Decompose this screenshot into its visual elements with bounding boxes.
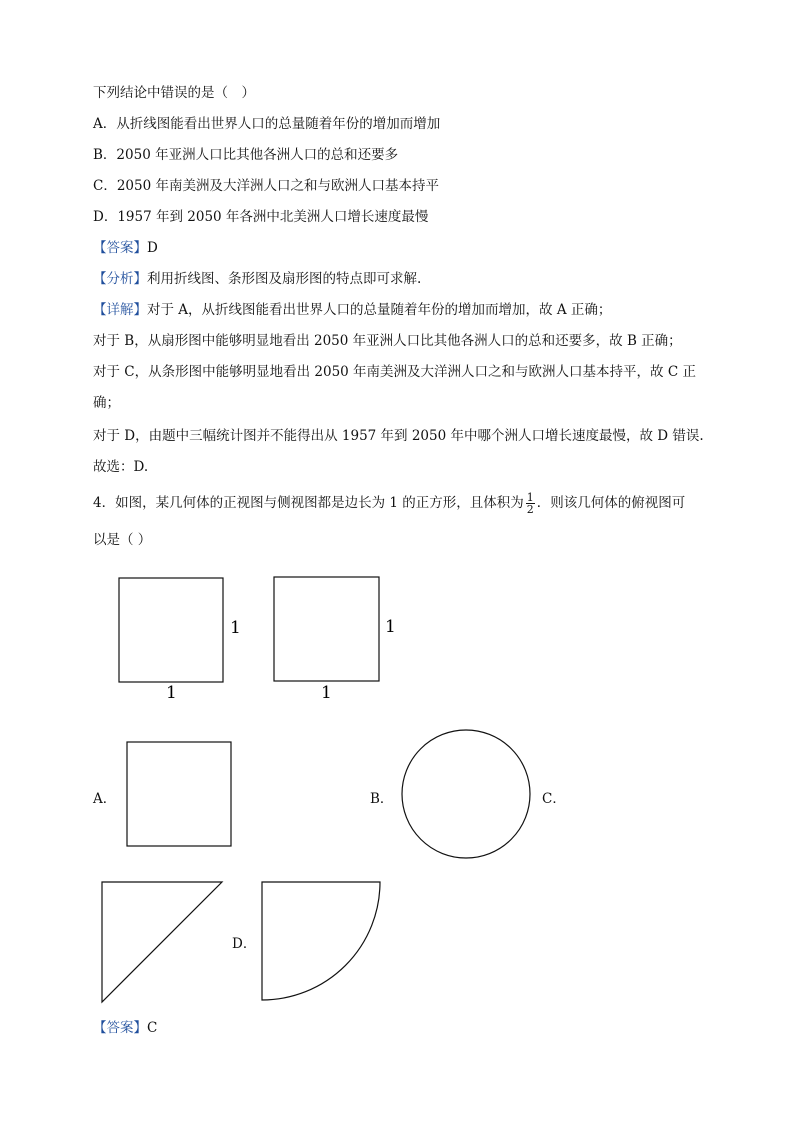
option-c-label: C． (542, 791, 566, 807)
detail-line-5: 对于 D，由题中三幅统计图并不能得出从 1957 年到 2050 年中哪个洲人口增长速度最慢，故 D 错误. (93, 428, 704, 444)
option-d: D．1957 年到 2050 年各洲中北美洲人口增长速度最慢 (93, 209, 429, 225)
option-b: B．2050 年亚洲人口比其他各洲人口的总和还要多 (93, 147, 399, 163)
option-a-square (127, 742, 231, 846)
option-c-figure (95, 875, 230, 1010)
detail-tag: 【详解】 (93, 302, 147, 318)
side-side-label: 1 (385, 617, 396, 637)
option-b-figure (395, 725, 537, 865)
question-stem: 下列结论中错误的是（ ） (93, 85, 255, 101)
q4-answer-tag: 【答案】 (93, 1020, 147, 1036)
option-b-circle (402, 730, 530, 858)
option-a-label: A． (93, 791, 117, 807)
option-d-label: D． (232, 936, 257, 952)
option-d-figure (255, 875, 390, 1010)
stem-part-1: 4．如图，某几何体的正视图与侧视图都是边长为 1 的正方形，且体积为 (93, 495, 524, 511)
q4-answer-line (93, 1019, 157, 1037)
option-a-figure (120, 735, 240, 855)
side-view-square (274, 577, 379, 681)
option-b-label: B． (370, 791, 394, 807)
front-bottom-label: 1 (166, 683, 177, 703)
analysis-tag: 【分析】 (93, 271, 147, 287)
fraction (526, 492, 535, 515)
option-c-triangle (102, 882, 222, 1002)
front-view-square (119, 578, 223, 682)
front-view-figure (110, 570, 255, 705)
option-d-quarter-circle (262, 882, 380, 1000)
stem-part-2: ．则该几何体的俯视图可 (536, 495, 686, 511)
fraction-denominator: 2 (526, 503, 534, 516)
answer-value: D (147, 240, 158, 256)
front-side-label: 1 (230, 618, 241, 638)
option-c: C．2050 年南美洲及大洋洲人口之和与欧洲人口基本持平 (93, 178, 439, 194)
option-a: A．从折线图能看出世界人口的总量随着年份的增加而增加 (93, 116, 441, 132)
detail-line-3: 对于 C，从条形图中能够明显地看出 2050 年南美洲及大洋洲人口之和与欧洲人口基本持平，故 C 正 (93, 364, 696, 380)
fraction-numerator: 1 (526, 491, 534, 504)
question-4-stem-line2: 以是（ ） (93, 532, 152, 548)
answer-line (93, 239, 158, 257)
detail-line-2: 对于 B，从扇形图中能够明显地看出 2050 年亚洲人口比其他各洲人口的总和还要多，故 B 正确； (93, 333, 682, 349)
side-bottom-label: 1 (321, 683, 332, 703)
detail-line-6: 故选：D. (93, 459, 149, 475)
side-view-figure (265, 570, 410, 705)
analysis-text: 利用折线图、条形图及扇形图的特点即可求解. (147, 271, 422, 287)
detail-line-1 (93, 301, 611, 319)
detail-text: 对于 A，从折线图能看出世界人口的总量随着年份的增加而增加，故 A 正确； (147, 302, 612, 318)
detail-line-4: 确； (93, 395, 120, 411)
q4-answer-value: C (147, 1020, 158, 1036)
answer-tag: 【答案】 (93, 240, 147, 256)
analysis-line (93, 270, 421, 288)
question-4-stem (93, 492, 685, 515)
